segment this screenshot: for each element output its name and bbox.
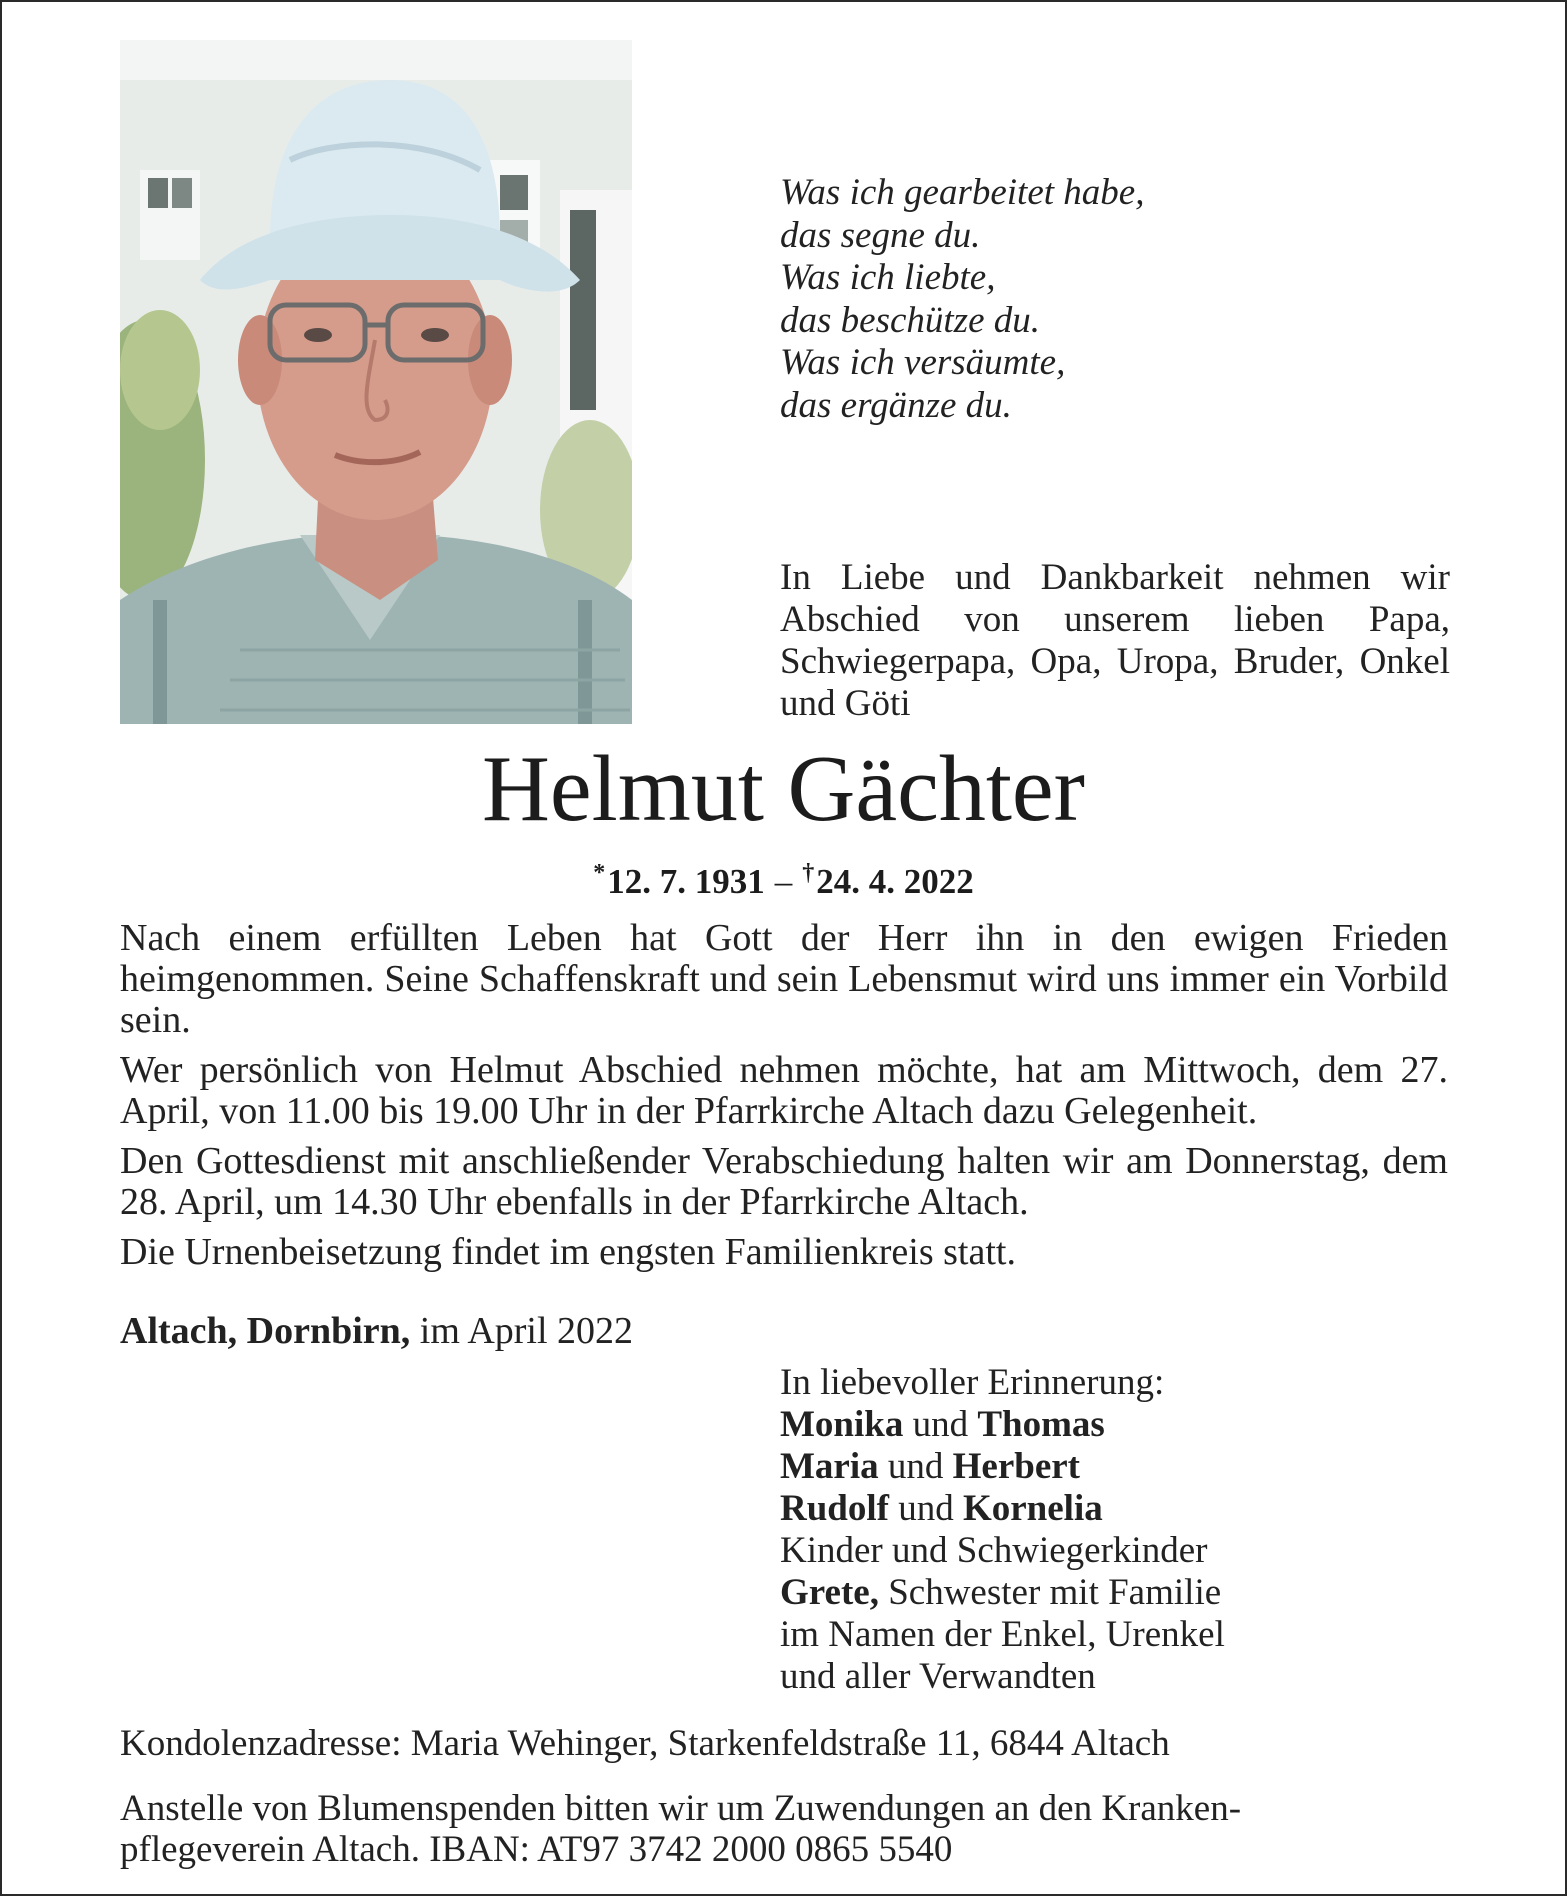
poem	[780, 172, 1340, 427]
family-signatures	[780, 1362, 1420, 1698]
date-dash: –	[774, 862, 793, 901]
death-date: 24. 4. 2022	[816, 862, 974, 901]
poem-line: Was ich liebte,	[780, 257, 996, 298]
relatives-line: und aller Verwandten	[780, 1656, 1096, 1697]
sister-line: Grete, Schwester mit Familie	[780, 1572, 1222, 1613]
condolence-address: Kondolenzadresse: Maria Wehinger, Starkenfeldstraße 11, 6844 Altach	[120, 1723, 1170, 1764]
death-symbol: †	[802, 860, 815, 886]
portrait-photo	[120, 40, 632, 724]
donation-line: Anstelle von Blumenspenden bitten wir um Zuwendungen an den Kranken-	[120, 1788, 1242, 1829]
poem-line: das segne du.	[780, 214, 981, 256]
obituary-body	[120, 918, 1448, 1282]
couple-line: Monika und Thomas	[780, 1404, 1105, 1445]
children-label: Kinder und Schwiegerkinder	[780, 1530, 1208, 1571]
couple-line: Maria und Herbert	[780, 1446, 1080, 1487]
birth-symbol: *	[593, 860, 606, 886]
poem-line: das ergänze du.	[780, 384, 1012, 426]
place-towns: Altach, Dornbirn,	[120, 1310, 411, 1352]
couple-line: Rudolf und Kornelia	[780, 1488, 1103, 1529]
life-dates	[2, 850, 1565, 905]
family-heading: In liebevoller Erinnerung:	[780, 1362, 1165, 1403]
portrait-image	[120, 40, 632, 724]
place-date: im April 2022	[419, 1310, 634, 1352]
body-paragraph: Die Urnenbeisetzung findet im engsten Familienkreis statt.	[120, 1231, 1016, 1273]
donation-note	[120, 1788, 1448, 1870]
grandchildren-line: im Namen der Enkel, Urenkel	[780, 1614, 1225, 1655]
farewell-intro: In Liebe und Dankbarkeit nehmen wir Abschied von unserem lieben Papa, Schwiegerpapa, Opa, Uropa, Bruder, Onkel und Göti	[780, 557, 1450, 724]
place-and-date	[120, 1309, 633, 1353]
poem-line: das beschütze du.	[780, 299, 1040, 341]
deceased-name: Helmut Gächter	[482, 737, 1085, 841]
body-paragraph: Wer persönlich von Helmut Abschied nehmen möchte, hat am Mittwoch, dem 27. April, von 11.00 bis 19.00 Uhr in der Pfarrkirche Altach dazu Gelegenheit.	[120, 1049, 1448, 1132]
body-paragraph: Den Gottesdienst mit anschließender Verabschiedung halten wir am Donnerstag, dem 28. April, um 14.30 Uhr ebenfalls in der Pfarrkirche Altach.	[120, 1140, 1448, 1223]
donation-line: pflegeverein Altach. IBAN: AT97 3742 2000 0865 5540	[120, 1829, 953, 1870]
poem-line: Was ich versäumte,	[780, 342, 1066, 383]
birth-date: 12. 7. 1931	[607, 862, 765, 901]
body-paragraph: Nach einem erfüllten Leben hat Gott der Herr ihn in den ewigen Frieden heimgenommen. Seine Schaffenskraft und sein Lebensmut wird uns immer ein Vorbild sein.	[120, 917, 1448, 1041]
poem-line: Was ich gearbeitet habe,	[780, 172, 1145, 213]
